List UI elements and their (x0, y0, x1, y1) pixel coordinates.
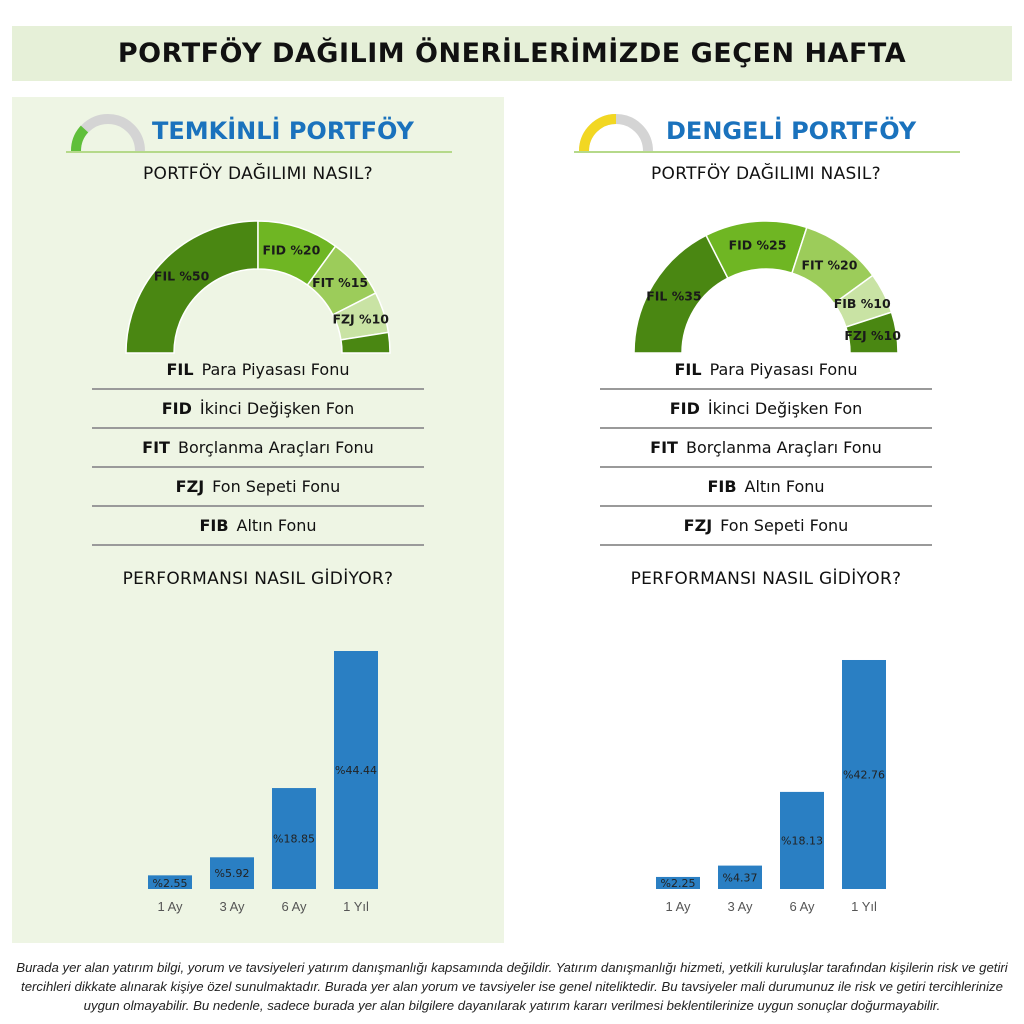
gauge-medium-icon (578, 113, 654, 153)
allocation-question: PORTFÖY DAĞILIMI NASIL? (650, 164, 882, 184)
portfolio-title: TEMKİNLİ PORTFÖY (152, 117, 414, 145)
bar-value-label: %18.13 (781, 834, 823, 848)
portfolio-header (66, 111, 452, 153)
allocation-question: PORTFÖY DAĞILIMI NASIL? (142, 164, 374, 184)
bar-value-label: %2.25 (660, 877, 696, 890)
bar-value-label: %42.76 (843, 768, 885, 782)
performance-bar-chart (72, 637, 444, 927)
title-banner (12, 26, 1012, 81)
legend-row (600, 507, 932, 546)
allocation-semi-donut (122, 213, 394, 355)
fund-name: Para Piyasası Fonu (709, 360, 858, 379)
fund-name: Borçlanma Araçları Fonu (685, 438, 882, 457)
donut-slice-label: FZJ %10 (332, 311, 389, 327)
fund-code: FIL (674, 360, 702, 379)
fund-code: FZJ (683, 516, 713, 535)
legend-row (600, 468, 932, 507)
fund-name: Altın Fonu (744, 477, 825, 496)
x-tick-label: 1 Ay (157, 899, 183, 914)
x-tick-label: 1 Yıl (343, 899, 369, 914)
donut-slice-label: FIL %50 (153, 268, 210, 284)
balanced-portfolio-panel (520, 97, 1012, 943)
x-tick-label: 1 Yıl (851, 899, 877, 914)
x-tick-label: 1 Ay (665, 899, 691, 914)
performance-question: PERFORMANSI NASIL GİDİYOR? (630, 569, 902, 589)
fund-name: Altın Fonu (236, 516, 317, 535)
fund-name: İkinci Değişken Fon (707, 399, 863, 418)
bar-value-label: %44.44 (335, 764, 377, 777)
disclaimer-text: Burada yer alan yatırım bilgi, yorum ve tavsiyeleri yatırım danışmanlığı kapsamında değildir. Yatırım danışmanlığı hizmeti, yetkili kuruluşlar tarafından kişilerin risk ve getiri tercihleri dikkate alınarak kişiye özel sunulmaktadır. Burada yer alan yorum ve tavsiyeler ise genel niteliktedir. Bu tavsiyeler mali durumunuz ile risk ve getiri tercihlerinize uygun olmayabilir. Bu nedenle, sadece burada yer alan bilgilere dayanılarak yatırım kararı verilmesi beklentilerinize uygun sonuçlar doğurmayabilir. (16, 960, 1008, 1013)
fund-legend (92, 351, 424, 546)
fund-code: FID (161, 399, 192, 418)
donut-slice-label: FZJ %10 (844, 328, 901, 344)
fund-name: İkinci Değişken Fon (199, 399, 355, 418)
donut-slice-label: FIL %35 (646, 288, 702, 304)
legend-row (92, 390, 424, 429)
portfolio-title: DENGELİ PORTFÖY (666, 117, 917, 145)
gauge-low-icon (70, 113, 146, 153)
fund-name: Borçlanma Araçları Fonu (177, 438, 374, 457)
legend-row (92, 429, 424, 468)
fund-legend (600, 351, 932, 546)
fund-code: FIL (166, 360, 194, 379)
donut-slice-label: FIT %15 (312, 274, 369, 290)
cautious-portfolio-panel (12, 97, 504, 943)
donut-slice (126, 221, 258, 353)
bar-value-label: %4.37 (722, 871, 758, 885)
legend-row (92, 507, 424, 546)
bar-value-label: %2.55 (152, 877, 188, 890)
legend-row (600, 351, 932, 390)
bar-value-label: %5.92 (214, 867, 250, 881)
fund-code: FIB (707, 477, 737, 496)
x-tick-label: 3 Ay (219, 899, 245, 914)
page-title: PORTFÖY DAĞILIM ÖNERİLERİMİZDE GEÇEN HAFTA (117, 38, 907, 69)
fund-code: FID (669, 399, 700, 418)
bar-value-label: %18.85 (273, 832, 315, 846)
x-tick-label: 6 Ay (281, 899, 307, 914)
legend-row (600, 429, 932, 468)
fund-name: Para Piyasası Fonu (201, 360, 350, 379)
fund-code: FZJ (175, 477, 205, 496)
x-tick-label: 3 Ay (727, 899, 753, 914)
legend-row (92, 468, 424, 507)
fund-name: Fon Sepeti Fonu (720, 516, 849, 535)
fund-code: FIB (199, 516, 229, 535)
portfolio-header (574, 111, 960, 153)
donut-slice-label: FID %20 (262, 242, 321, 258)
performance-question: PERFORMANSI NASIL GİDİYOR? (122, 569, 394, 589)
allocation-semi-donut (630, 213, 902, 355)
fund-code: FIT (142, 438, 170, 457)
donut-slice-label: FIB %10 (833, 295, 891, 311)
fund-name: Fon Sepeti Fonu (212, 477, 341, 496)
legend-row (600, 390, 932, 429)
fund-code: FIT (650, 438, 678, 457)
legend-row (92, 351, 424, 390)
x-tick-label: 6 Ay (789, 899, 815, 914)
donut-slice-label: FID %25 (728, 237, 787, 253)
performance-bar-chart (580, 637, 952, 927)
donut-slice-label: FIT %20 (801, 257, 858, 273)
